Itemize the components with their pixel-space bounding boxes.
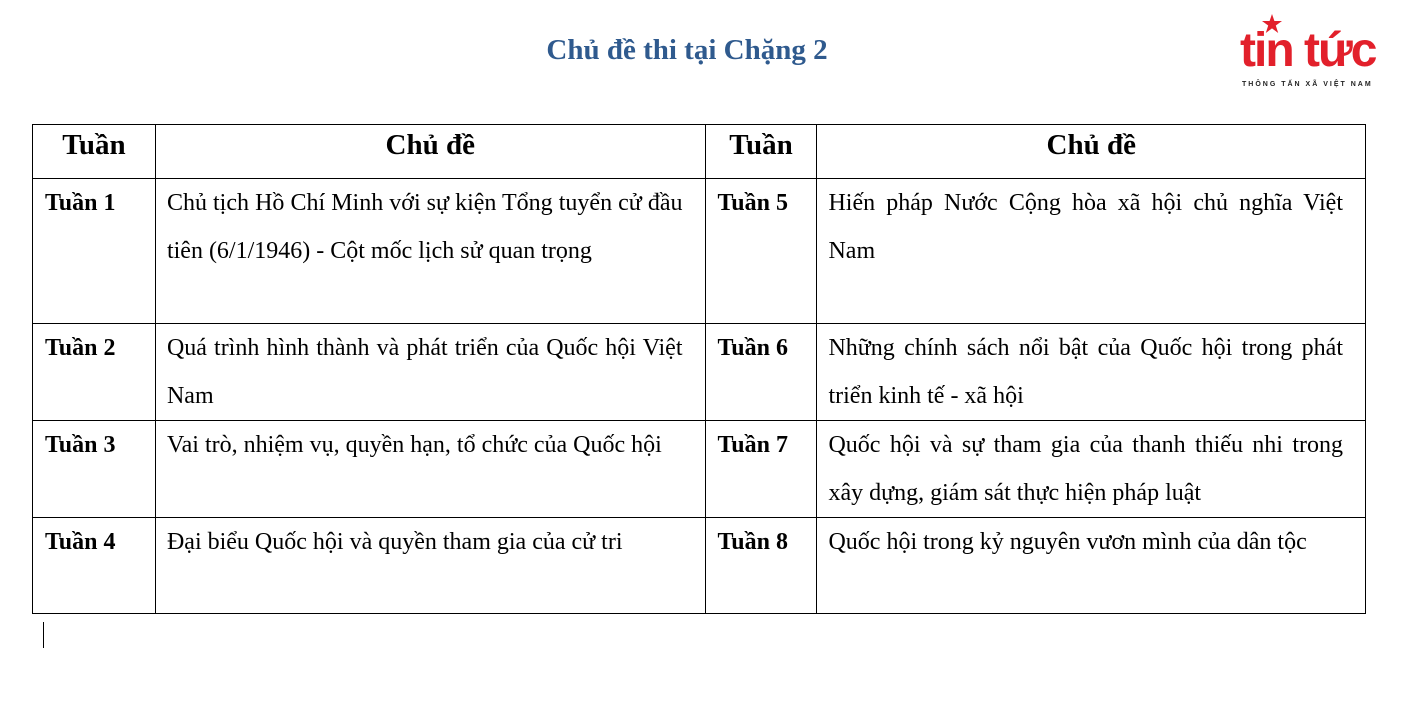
topic-cell: Quốc hội và sự tham gia của thanh thiếu nhi trong xây dựng, giám sát thực hiện pháp luật (817, 421, 1366, 518)
table-row (33, 421, 1366, 518)
topics-table (32, 124, 1366, 614)
week-cell: Tuần 8 (705, 518, 817, 614)
tintuc-logo (1240, 14, 1410, 94)
table-row (33, 518, 1366, 614)
header-topic: Chủ đề (155, 125, 705, 179)
table-header (33, 125, 1366, 179)
topic-cell: Hiến pháp Nước Cộng hòa xã hội chủ nghĩa Việt Nam (817, 179, 1366, 324)
week-cell: Tuần 2 (33, 324, 156, 421)
topic-cell: Chủ tịch Hồ Chí Minh với sự kiện Tổng tuyển cử đầu tiên (6/1/1946) - Cột mốc lịch sử quan trọng (155, 179, 705, 324)
week-cell: Tuần 5 (705, 179, 817, 324)
topic-cell: Đại biểu Quốc hội và quyền tham gia của cử tri (155, 518, 705, 614)
header-week: Tuần (33, 125, 156, 179)
week-cell: Tuần 1 (33, 179, 156, 324)
week-cell: Tuần 6 (705, 324, 817, 421)
week-cell: Tuần 3 (33, 421, 156, 518)
topic-cell: Những chính sách nổi bật của Quốc hội trong phát triển kinh tế - xã hội (817, 324, 1366, 421)
week-cell: Tuần 4 (33, 518, 156, 614)
header-topic: Chủ đề (817, 125, 1366, 179)
page-title: Chủ đề thi tại Chặng 2 (546, 34, 828, 66)
topic-cell: Vai trò, nhiệm vụ, quyền hạn, tổ chức của Quốc hội (155, 421, 705, 518)
logo-tagline: THÔNG TẤN XÃ VIỆT NAM (1242, 81, 1373, 88)
topic-cell: Quá trình hình thành và phát triển của Quốc hội Việt Nam (155, 324, 705, 421)
header-week: Tuần (705, 125, 817, 179)
week-cell: Tuần 7 (705, 421, 817, 518)
table-row (33, 324, 1366, 421)
text-cursor (43, 622, 44, 648)
logo-word: tin tức (1240, 24, 1376, 77)
topic-cell: Quốc hội trong kỷ nguyên vươn mình của dân tộc (817, 518, 1366, 614)
table-row (33, 179, 1366, 324)
